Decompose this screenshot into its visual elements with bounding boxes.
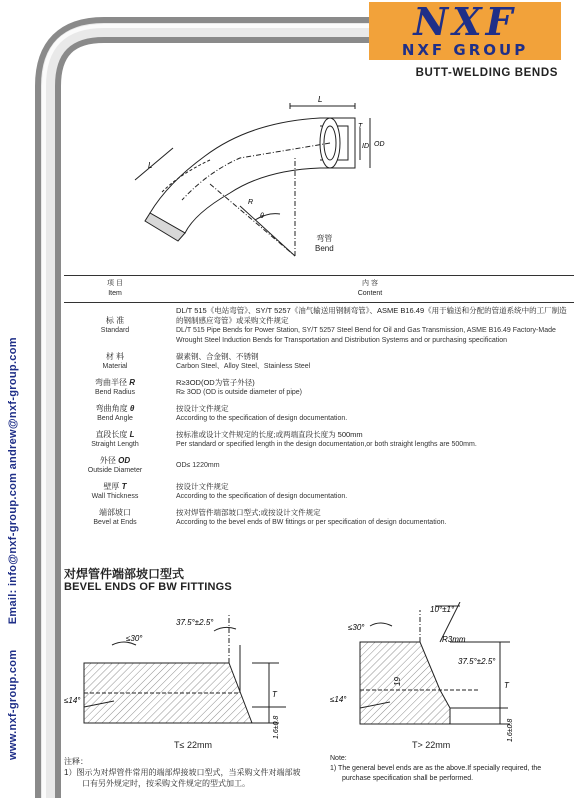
table-row [64, 401, 574, 427]
table-row [64, 375, 574, 401]
dim-OD: OD [374, 141, 385, 148]
row-key [64, 401, 166, 427]
row-key-en: Bend Angle [97, 415, 133, 422]
row-value-zh: 碳素钢、合金钢、不锈钢 [176, 352, 259, 361]
bevel-left-drawing [64, 605, 294, 755]
bend-caption-zh: 弯管 [316, 234, 333, 243]
bevel-right-caption: T> 22mm [412, 740, 451, 750]
header-content-en: Content [357, 290, 383, 297]
dim-theta: θ [260, 213, 264, 220]
row-value-en: Per standard or specified length in the design documentation,or both straight lengths are 500mm. [176, 441, 477, 448]
nxf-logo-group-text: NXF GROUP [401, 41, 529, 59]
row-key-symbol: OD [118, 456, 131, 465]
website-link[interactable]: www.nxf-group.com [7, 649, 19, 760]
row-value-zh: 按标准或设计文件规定的长度;或两端直段长度为 500mm [176, 430, 363, 439]
row-value-zh: 按设计文件规定 [176, 482, 229, 491]
row-key-en: Wall Thickness [91, 493, 139, 500]
row-value [166, 505, 574, 531]
bevel-right-angle-limit: ≤30° [348, 623, 365, 632]
table-row [64, 453, 574, 479]
bevel-left-angle-small: ≤14° [64, 696, 81, 705]
table-row [64, 303, 574, 350]
notes-en-title: Note: [330, 755, 347, 762]
bevel-right-angle-top: 10°±1° [430, 605, 455, 614]
header-content [166, 276, 574, 303]
row-key-zh: 弯曲半径 [94, 378, 127, 387]
notes-zh-line: 口有另外规定时，按采购文件规定的型式加工。 [82, 779, 250, 788]
header-item-zh: 项 目 [107, 280, 123, 287]
row-key-zh: 直段长度 [95, 430, 128, 439]
row-value [166, 427, 574, 453]
bend-drawing [90, 88, 390, 260]
notes-zh-title: 注释： [64, 757, 88, 766]
notes-zh [64, 756, 300, 789]
row-key-zh: 弯曲角度 [95, 404, 128, 413]
row-key-symbol: R [129, 378, 135, 387]
table-row [64, 505, 574, 531]
bevel-left-caption: T≤ 22mm [174, 740, 212, 750]
row-key-zh: 外径 [99, 456, 116, 465]
row-value-en: DL/T 515 Pipe Bends for Power Station, SY/T 5257 Steel Bend for Oil and Gas Transmission, ASME B16.49 Factory-Made Wrought Steel Induction Bends for Transportation and Distribution Systems and or purchasing specification [176, 327, 556, 344]
row-key-en: Bevel at Ends [93, 519, 137, 526]
row-value-en: Carbon Steel、Alloy Steel、Stainless Steel [176, 363, 311, 370]
row-value [166, 349, 574, 375]
row-key [64, 453, 166, 479]
bevel-right-height: 19 [393, 677, 402, 686]
row-value-en: OD≤ 1220mm [176, 462, 220, 469]
dim-T: T [358, 123, 363, 130]
side-contact-bar [7, 290, 19, 760]
bevel-left-T: T [272, 690, 277, 699]
table-row [64, 479, 574, 505]
row-value [166, 401, 574, 427]
row-value-zh: R≥3OD(OD为管子外径) [176, 378, 255, 387]
bevel-left-angle-limit: ≤30° [126, 634, 143, 643]
header-item [64, 276, 166, 303]
row-key [64, 349, 166, 375]
email-links[interactable]: Email: info@nxf-group.com andrew@nxf-group.com [7, 337, 19, 625]
row-key-en: Standard [100, 327, 130, 334]
row-value [166, 479, 574, 505]
bevel-left-angle-top: 37.5°±2.5° [176, 618, 214, 627]
row-key-en: Outside Diameter [87, 467, 143, 474]
row-key-zh: 端部坡口 [99, 508, 131, 517]
row-key-symbol: θ [129, 404, 135, 413]
row-key-zh: 标 准 [105, 316, 125, 325]
notes-zh-line: 1）图示为对焊管件常用的端部焊接坡口型式，当采购文件对端部坡 [64, 768, 301, 777]
row-value-zh: DL/T 515《电站弯管》、SY/T 5257《油气输送用钢制弯管》、ASME B16.49《用于输送和分配的管道系统中的工厂制造的钢制感应弯管》或采购文件规定 [176, 306, 567, 325]
row-value-zh: 按对焊管件端部坡口型式;或按设计文件规定 [176, 508, 321, 517]
row-key-zh: 壁厚 [103, 482, 120, 491]
bevel-right-angle-main: 37.5°±2.5° [458, 657, 496, 666]
nxf-logo-mark: NXF [413, 0, 517, 44]
notes-en [330, 754, 565, 784]
row-key [64, 375, 166, 401]
row-value [166, 303, 574, 350]
dim-L-left: L [148, 161, 153, 170]
row-key-en: Material [102, 363, 128, 370]
dim-ID: ID [362, 143, 369, 150]
dim-L-top: L [318, 95, 323, 104]
header-content-zh: 内 容 [362, 280, 378, 287]
row-value-en: According to the bevel ends of BW fittings or per specification of design documentation. [176, 519, 447, 526]
table-row [64, 349, 574, 375]
row-key [64, 427, 166, 453]
spec-table [64, 275, 574, 531]
section-title-en: BEVEL ENDS OF BW FITTINGS [64, 581, 232, 593]
bevel-left-land: 1.6±0.8 [273, 715, 280, 739]
notes-en-line: purchase specification shall be performed. [342, 775, 474, 782]
bevel-right-land: 1.6±0.8 [507, 718, 514, 742]
bevel-right-angle-small: ≤14° [330, 695, 347, 704]
row-value-en: R≥ 3OD (OD is outside diameter of pipe) [176, 389, 302, 396]
row-key-en: Bend Radius [94, 389, 136, 396]
row-key-symbol: T [121, 482, 127, 491]
header-item-en: Item [108, 290, 122, 297]
row-value-en: According to the specification of design documentation. [176, 493, 348, 500]
dim-R: R [248, 199, 254, 206]
row-value-en: According to the specification of design documentation. [176, 415, 348, 422]
section-title-zh: 对焊管件端部坡口型式 [64, 567, 185, 581]
row-key [64, 479, 166, 505]
row-key [64, 505, 166, 531]
nxf-logo [369, 2, 561, 60]
spec-table-header [64, 276, 574, 303]
row-value [166, 453, 574, 479]
row-value [166, 375, 574, 401]
row-key-en: Straight Length [91, 441, 139, 448]
page-title: BUTT-WELDING BENDS [415, 67, 558, 79]
bevel-right-T: T [504, 681, 509, 690]
row-value-zh: 按设计文件规定 [176, 404, 229, 413]
notes-en-line: 1) The general bevel ends are as the above.If specially required, the [330, 765, 542, 772]
row-key [64, 303, 166, 350]
row-key-symbol: L [129, 430, 135, 439]
bevel-right-radius: R3mm [442, 635, 466, 644]
table-row [64, 427, 574, 453]
bend-caption-en: Bend [315, 244, 334, 253]
row-key-zh: 材 料 [105, 352, 125, 361]
bend-caption [315, 234, 334, 254]
